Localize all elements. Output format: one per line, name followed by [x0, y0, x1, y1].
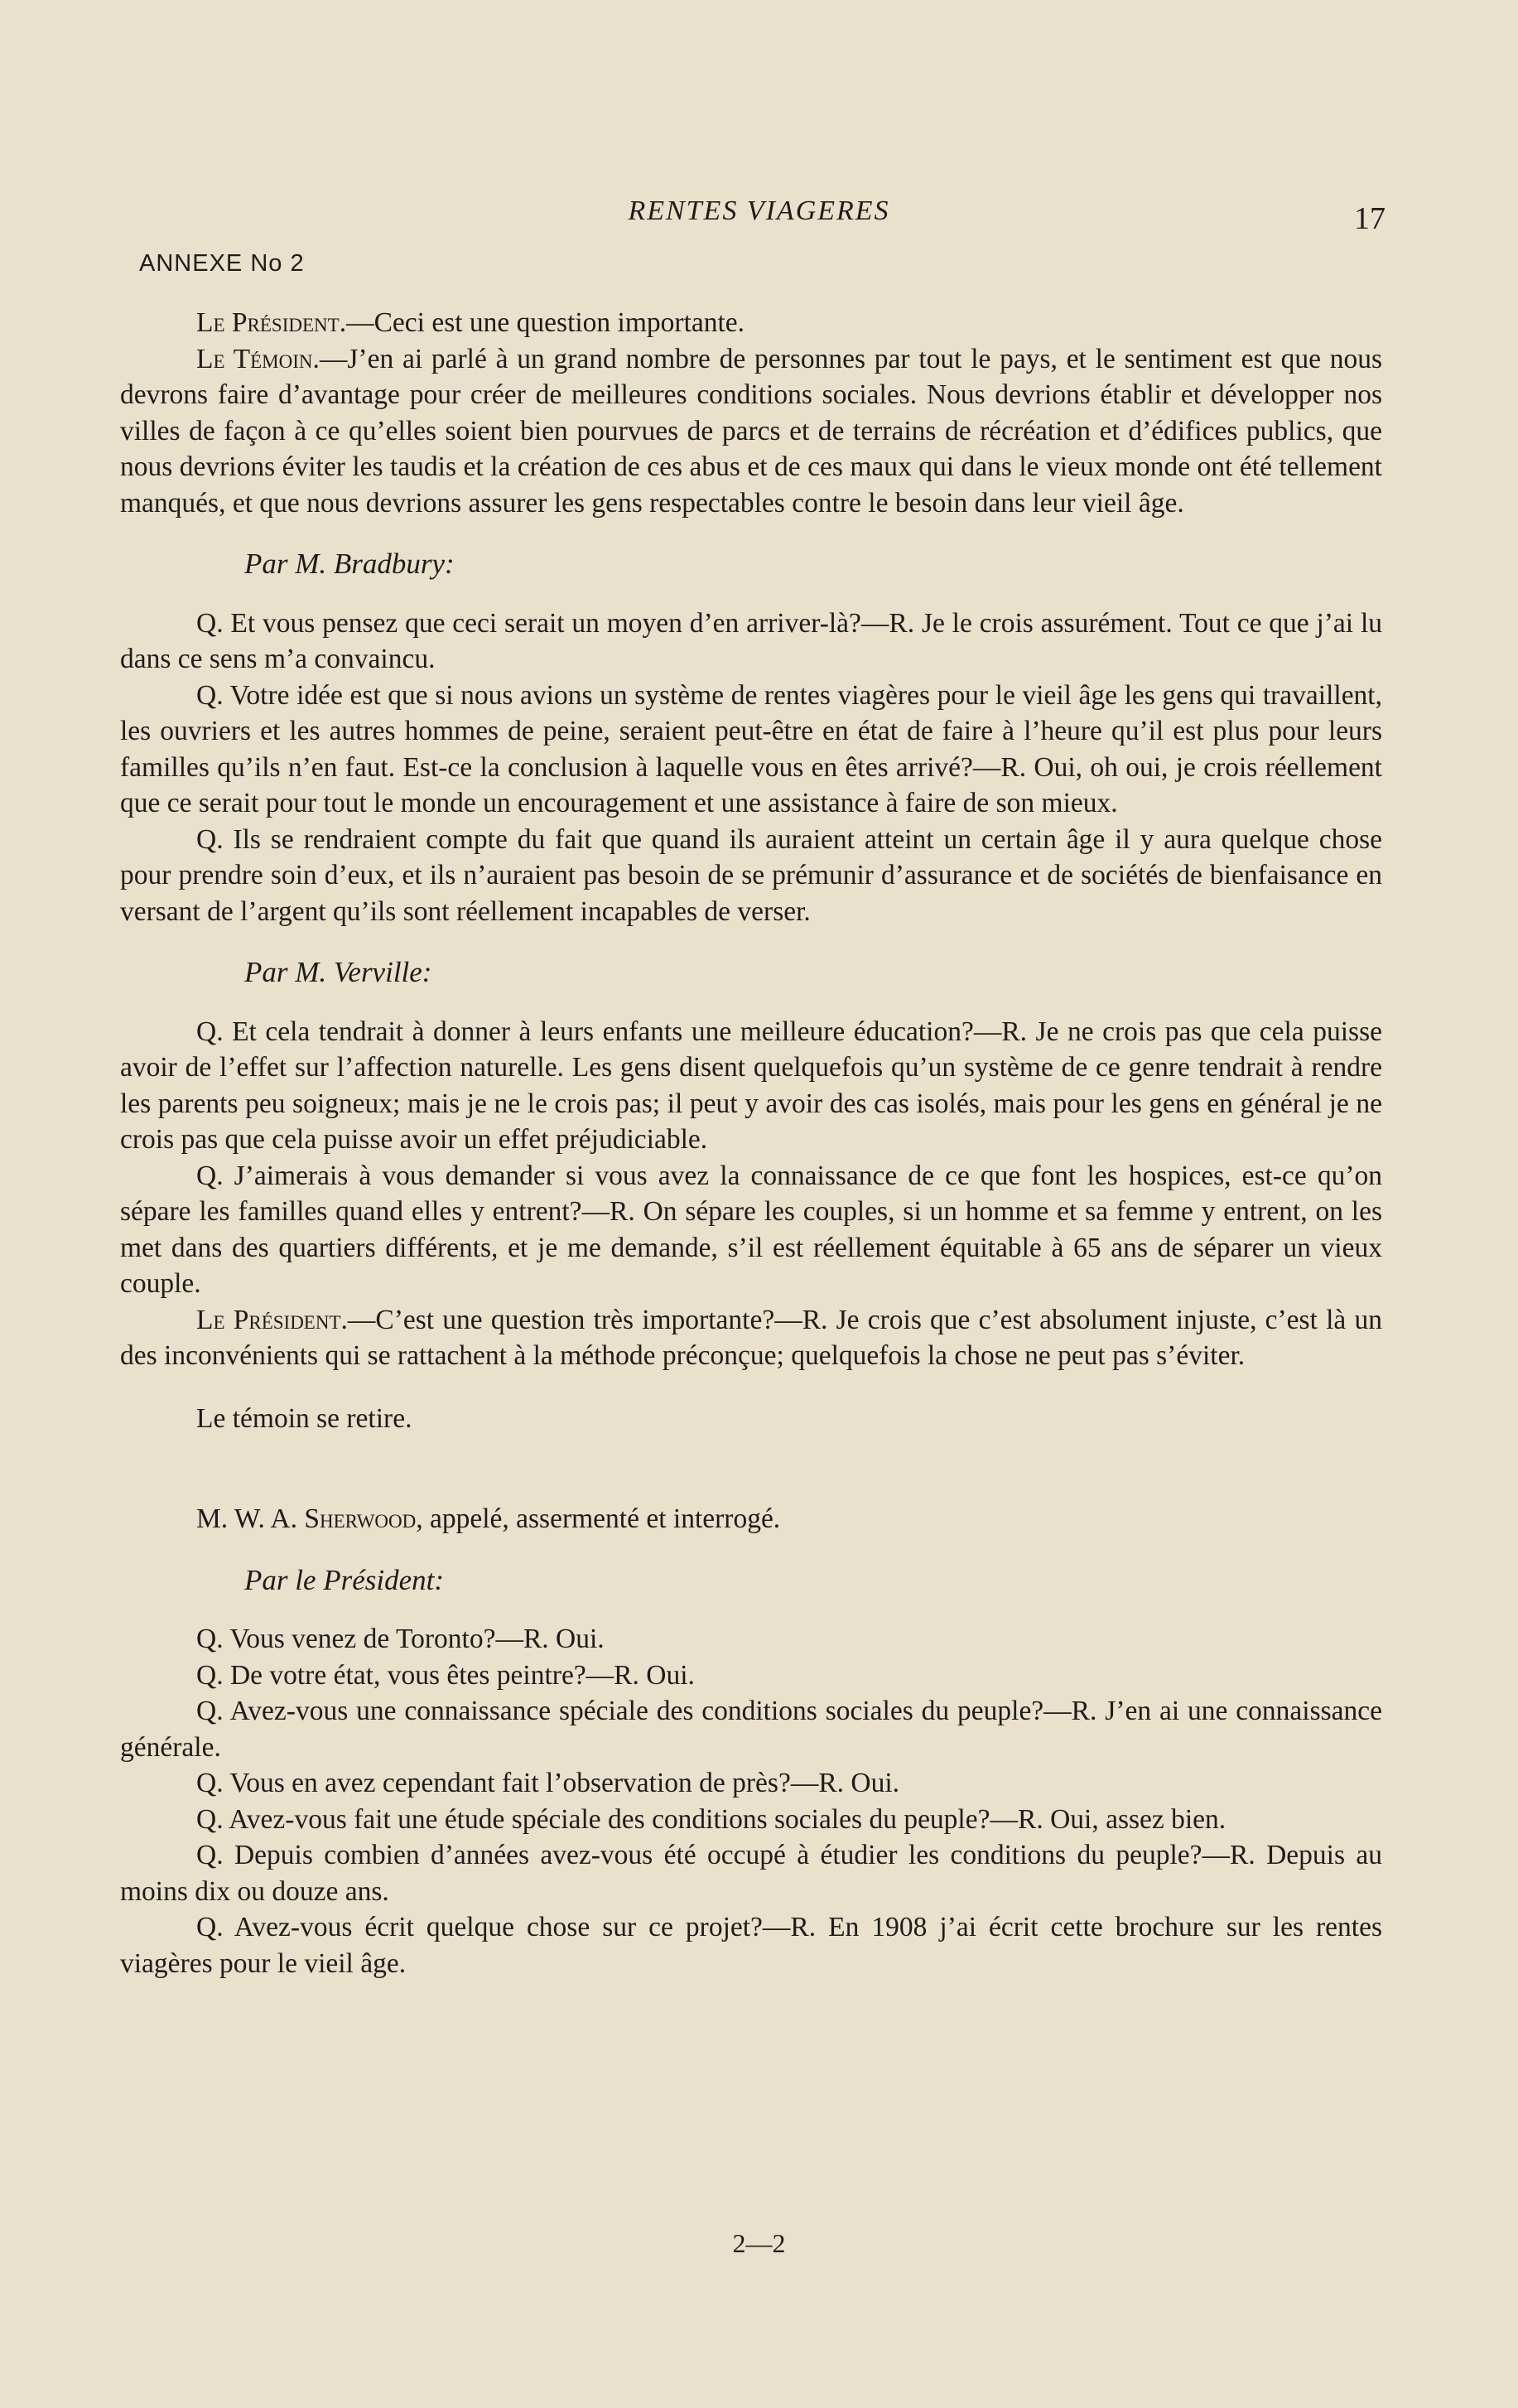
page-number: 17: [1354, 201, 1385, 236]
signature-mark: 2—2: [732, 2228, 786, 2258]
paragraph: [120, 305, 1382, 341]
paragraph-text: .—Ceci est une question importante.: [339, 307, 745, 338]
running-title: RENTES VIAGERES: [628, 195, 890, 226]
question-answer: Q. Ils se rendraient compte du fait que quand ils auraient atteint un certain âge il y aura quelque chose pour prendre soin d’eux, et ils n’auraient pas besoin de se prémunir d’assurance et de sociétés de bienfaisance en versant de l’argent qu’ils sont réellement incapables de verser.: [120, 823, 1382, 927]
paragraph-text: .—C’est une question très importante?—R. Je crois que c’est absolument injuste, c’est là un des inconvénients qui se rattachent à la méthode préconçue; quelquefois la chose ne peut pas s’éviter.: [120, 1304, 1382, 1371]
witness-name: Sherwood: [304, 1503, 417, 1534]
speaker-label: Le Témoin: [196, 343, 313, 374]
question-answer: Q. Depuis combien d’années avez-vous été occupé à étudier les conditions du peuple?—R. Depuis au moins dix ou douze ans.: [120, 1840, 1382, 1907]
body-text: [120, 305, 1382, 1981]
question-answer: Q. Avez-vous une connaissance spéciale des conditions sociales du peuple?—R. J’en ai une connaissance générale.: [120, 1696, 1382, 1763]
question-answer: Q. Avez-vous écrit quelque chose sur ce projet?—R. En 1908 j’ai écrit cette brochure sur les rentes viagères pour le vieil âge.: [120, 1912, 1382, 1979]
witness-prefix: M. W. A.: [196, 1503, 305, 1534]
examiner-heading: Par M. Bradbury:: [244, 548, 455, 580]
witness-introduction: [120, 1501, 1382, 1537]
paragraph-text: .—J’en ai parlé à un grand nombre de personnes par tout le pays, et le sentiment est que nous devrons faire d’avantage pour créer de meilleures conditions sociales. Nous devrions établir et développer nos villes de façon à ce qu’elles soient bien pourvues de parcs et de terrains de récréation et d’édifices publics, que nous devrions éviter les taudis et la création de ces abus et de ces maux qui dans le vieux monde ont été tellement manqués, et que nous devrions assurer les gens respectables contre le besoin dans leur vieil âge.: [120, 343, 1382, 519]
question-answer: Q. Et cela tendrait à donner à leurs enfants une meilleure éducation?—R. Je ne crois pas que cela puisse avoir de l’effet sur l’affection naturelle. Les gens disent quelquefois qu’un système de ce genre tendrait à rendre les parents peu soigneux; mais je ne le crois pas; il peut y avoir des cas isolés, mais pour les gens en général je ne crois pas que cela puisse avoir un effet préjudiciable.: [120, 1016, 1382, 1155]
question-answer: Q. Vous en avez cependant fait l’observation de près?—R. Oui.: [196, 1768, 900, 1798]
question-answer: Q. De votre état, vous êtes peintre?—R. Oui.: [196, 1659, 695, 1691]
question-answer: Q. J’aimerais à vous demander si vous avez la connaissance de ce que font les hospices, est-ce qu’on sépare les familles quand elles y entrent?—R. On sépare les couples, si un homme et sa femme y entrent, on les met dans des quartiers différents, et je me demande, s’il est réellement équitable à 65 ans de séparer un vieux couple.: [120, 1160, 1382, 1299]
witness-withdraws: Le témoin se retire.: [196, 1402, 412, 1434]
question-answer: Q. Avez-vous fait une étude spéciale des conditions sociales du peuple?—R. Oui, assez bien.: [196, 1803, 1226, 1835]
paragraph: [120, 1302, 1382, 1374]
question-answer: Q. Votre idée est que si nous avions un système de rentes viagères pour le vieil âge les gens qui travaillent, les ouvriers et les autres hommes de peine, seraient peut-être en état de faire à l’heure qu’il est plus pour leurs familles qu’ils n’en faut. Est-ce la conclusion à laquelle vous en êtes arrivé?—R. Oui, oh oui, je crois réellement que ce serait pour tout le monde un encouragement et une assistance à faire de son mieux.: [120, 679, 1382, 818]
question-answer: Q. Vous venez de Toronto?—R. Oui.: [196, 1624, 605, 1654]
examiner-heading: Par le Président:: [244, 1563, 445, 1596]
speaker-label: Le Président: [196, 307, 340, 338]
speaker-label: Le Président: [196, 1304, 341, 1335]
annex-label: ANNEXE No 2: [139, 250, 305, 277]
witness-suffix: , appelé, assermenté et interrogé.: [416, 1503, 781, 1534]
question-answer: Q. Et vous pensez que ceci serait un moyen d’en arriver-là?—R. Je le crois assurément. Tout ce que j’ai lu dans ce sens m’a convaincu.: [120, 607, 1382, 674]
paragraph: [120, 341, 1382, 522]
examiner-heading: Par M. Verville:: [244, 956, 432, 988]
